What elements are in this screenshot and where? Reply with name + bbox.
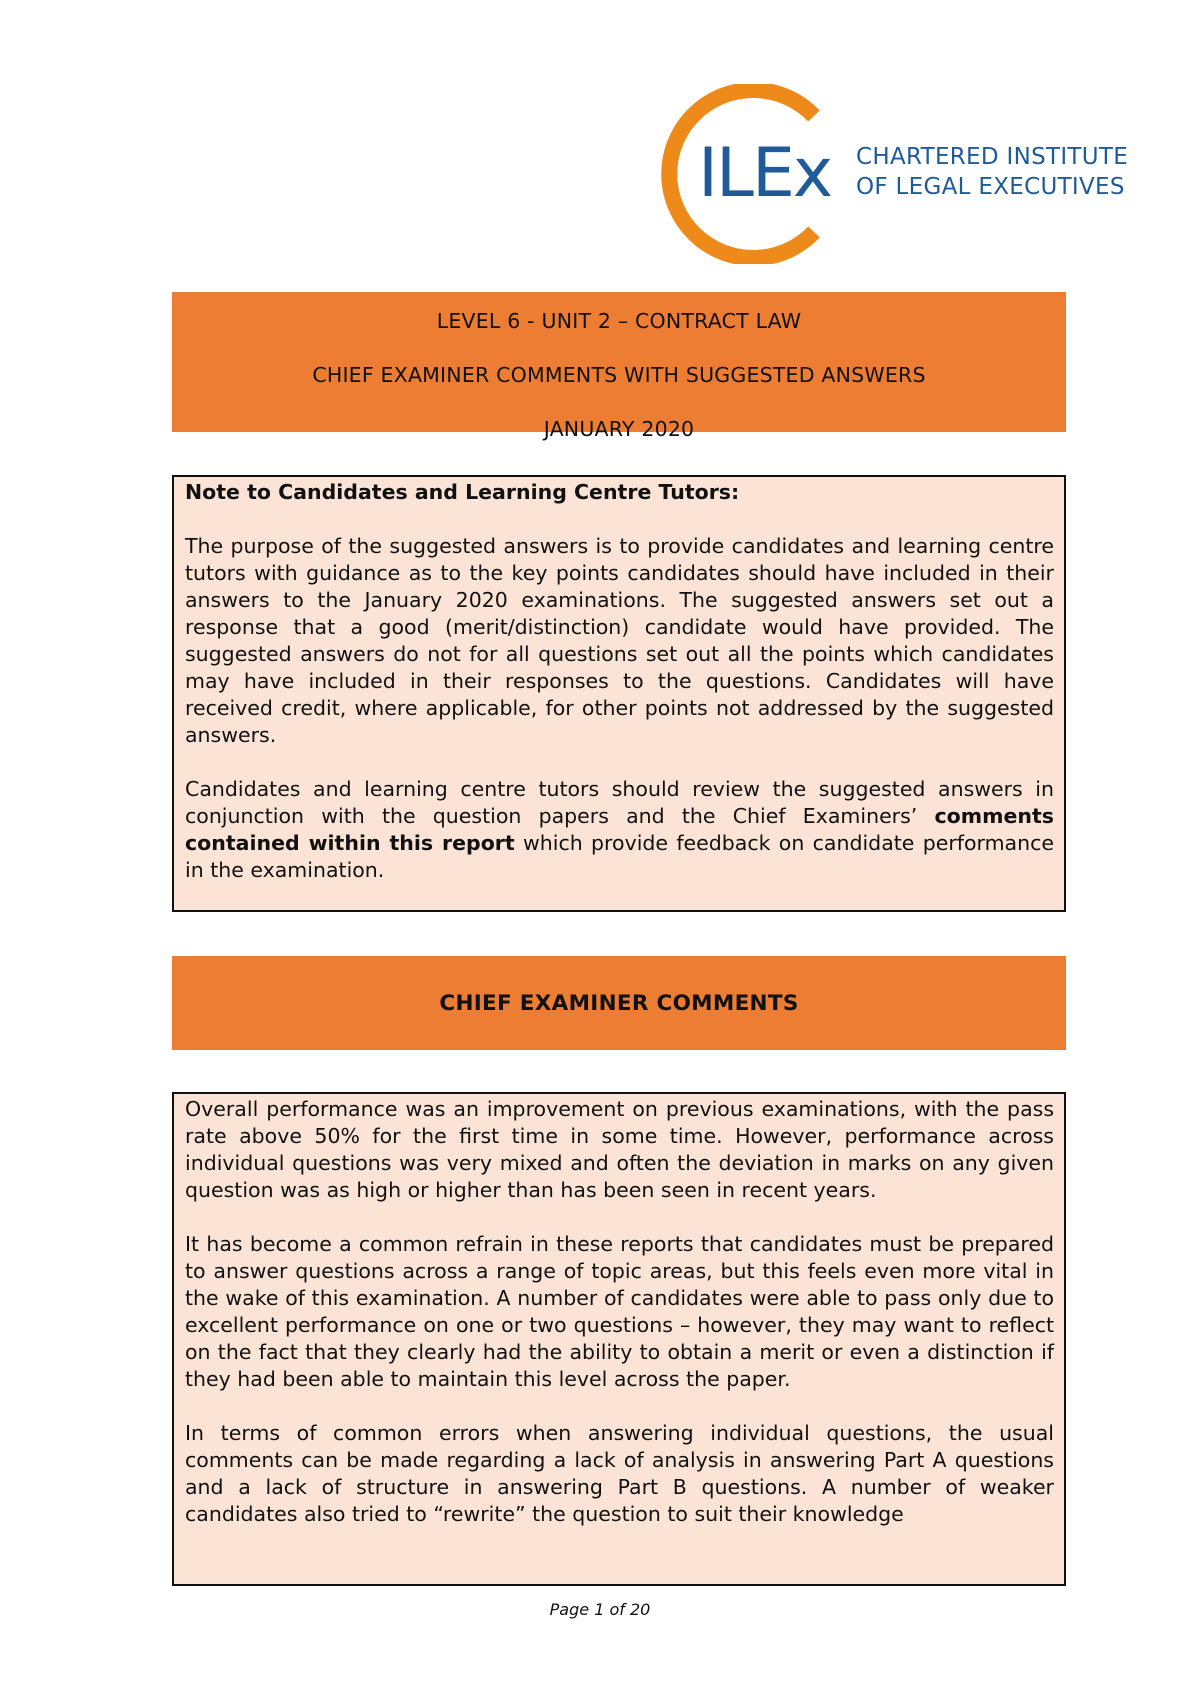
note-paragraph-2-bold: comments contained within this report (185, 804, 1054, 855)
logo-name-line-2: OF LEGAL EXECUTIVES (856, 174, 1125, 200)
comments-paragraph-3: In terms of common errors when answering individual questions, the usual comments can be made regarding a lack of analysis in answering Part A questions and a lack of structure in answering Part B questions. A number of weaker candidates also tried to “rewrite” the question to suit their knowledge (185, 1421, 1054, 1526)
note-paragraph-1: The purpose of the suggested answers is to provide candidates and learning centre tutors with guidance as to the key points candidates should have included in their answers to the January 2020 examinations. The suggested answers set out a response that a good (merit/distinction) candidate would have provided. The suggested answers do not for all questions set out all the points which candidates may have included in their responses to the questions. Candidates will have received credit, where applicable, for other points not addressed by the suggested answers. (185, 534, 1054, 747)
page-number: Page 1 of 20 (549, 1600, 651, 1619)
section-heading: CHIEF EXAMINER COMMENTS (439, 990, 799, 1016)
title-date: JANUARY 2020 (543, 417, 695, 441)
cilex-ring-mark (646, 84, 856, 264)
logo-organisation-name (856, 142, 1128, 202)
title-subtitle: CHIEF EXAMINER COMMENTS WITH SUGGESTED ANSWERS (312, 363, 926, 387)
chief-examiner-comments-box (172, 1092, 1066, 1586)
note-to-candidates-box (172, 475, 1066, 912)
cilex-logo (646, 84, 1166, 264)
title-unit: LEVEL 6 - UNIT 2 – CONTRACT LAW (436, 309, 802, 333)
note-heading: Note to Candidates and Learning Centre Tutors: (185, 480, 740, 504)
comments-paragraph-2: It has become a common refrain in these reports that candidates must be prepared to answer questions across a range of topic areas, but this feels even more vital in the wake of this examination. A number of candidates were able to pass only due to excellent performance on one or two questions – however, they may want to reflect on the fact that they clearly had the ability to obtain a merit or even a distinction if they had been able to maintain this level across the paper. (185, 1232, 1054, 1391)
logo-name-line-1: CHARTERED INSTITUTE (856, 144, 1129, 170)
document-title-banner (172, 292, 1066, 441)
comments-paragraph-1: Overall performance was an improvement on previous examinations, with the pass rate above 50% for the first time in some time. However, performance across individual questions was very mixed and often the deviation in marks on any given question was as high or higher than has been seen in recent years. (185, 1097, 1054, 1202)
note-paragraph-2-end: which provide feedback on candidate performance in the examination. (185, 831, 1054, 882)
note-paragraph-2-start: Candidates and learning centre tutors should review the suggested answers in conjunction with the question papers and the Chief Examiners’ (185, 777, 1054, 828)
section-heading-banner (172, 956, 1066, 1050)
note-paragraph-2 (185, 776, 1054, 884)
logo-mark-text: ILEx (698, 134, 832, 213)
